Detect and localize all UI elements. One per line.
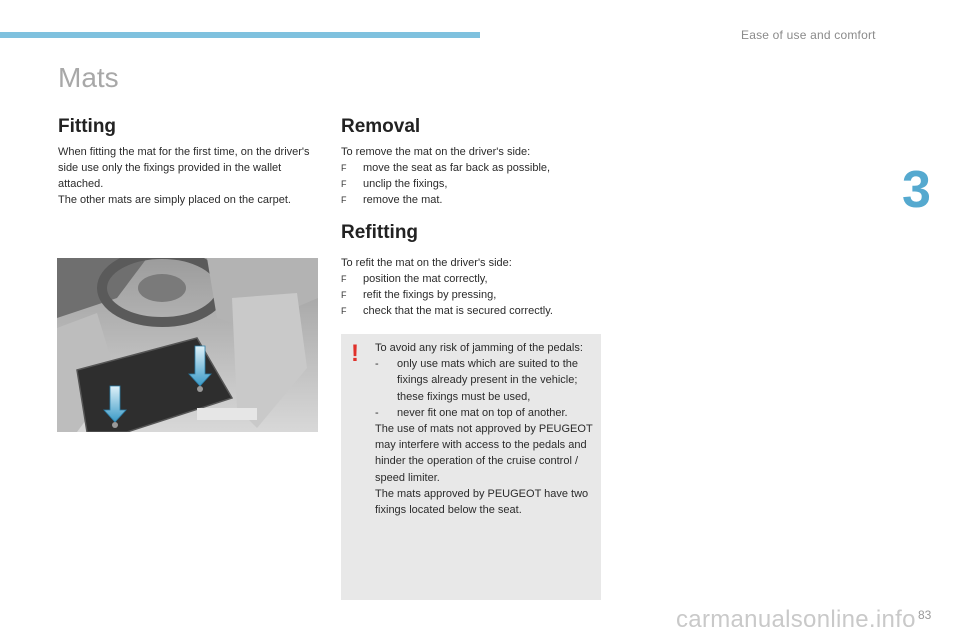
- warning-icon: !: [351, 340, 359, 367]
- section-header: Ease of use and comfort: [741, 28, 876, 42]
- page-title: Mats: [58, 62, 119, 93]
- list-item: F check that the mat is secured correctly.: [341, 305, 553, 317]
- bullet-icon: F: [341, 274, 347, 284]
- fitting-paragraph: When fitting the mat for the first time, on the driver's side use only the fixings provided in the wallet attached.: [58, 146, 310, 190]
- warning-intro: To avoid any risk of jamming of the pedals:: [375, 342, 583, 354]
- bullet-icon: F: [341, 306, 347, 316]
- warning-paragraph: The mats approved by PEUGEOT have two fixings located below the seat.: [375, 487, 589, 517]
- bullet-icon: F: [341, 179, 347, 189]
- list-item: - only use mats which are suited to the fixings already present in the vehicle; these fixings must be used,: [375, 358, 578, 403]
- list-item: F refit the fixings by pressing,: [341, 289, 497, 301]
- refitting-intro: To refit the mat on the driver's side:: [341, 257, 512, 269]
- refitting-heading: Refitting: [341, 222, 419, 243]
- refitting-text: [341, 255, 603, 319]
- watermark: carmanualsonline.info: [676, 606, 916, 633]
- warning-box: [341, 334, 601, 600]
- page-number: 83: [918, 608, 932, 622]
- fitting-paragraph: The other mats are simply placed on the carpet.: [58, 194, 291, 206]
- removal-text: [341, 144, 603, 208]
- header-accent-bar: [0, 32, 480, 38]
- list-item: F move the seat as far back as possible,: [341, 162, 551, 174]
- warning-text: [375, 340, 597, 518]
- list-item: F unclip the fixings,: [341, 178, 448, 190]
- bullet-icon: F: [341, 195, 347, 205]
- fitting-text: [58, 144, 320, 208]
- car-interior-illustration: [57, 258, 318, 432]
- chapter-number: 3: [902, 161, 931, 219]
- removal-intro: To remove the mat on the driver's side:: [341, 146, 531, 158]
- list-item: F remove the mat.: [341, 194, 443, 206]
- removal-heading: Removal: [341, 116, 421, 137]
- bullet-icon: F: [341, 163, 347, 173]
- bullet-icon: F: [341, 290, 347, 300]
- fitting-heading: Fitting: [58, 116, 117, 137]
- mat-fitting-photo: [57, 258, 318, 432]
- list-item: F position the mat correctly,: [341, 273, 488, 285]
- list-item: - never fit one mat on top of another.: [375, 406, 568, 419]
- warning-paragraph: The use of mats not approved by PEUGEOT may interfere with access to the pedals and hinder the operation of the cruise control / speed limiter.: [375, 423, 593, 484]
